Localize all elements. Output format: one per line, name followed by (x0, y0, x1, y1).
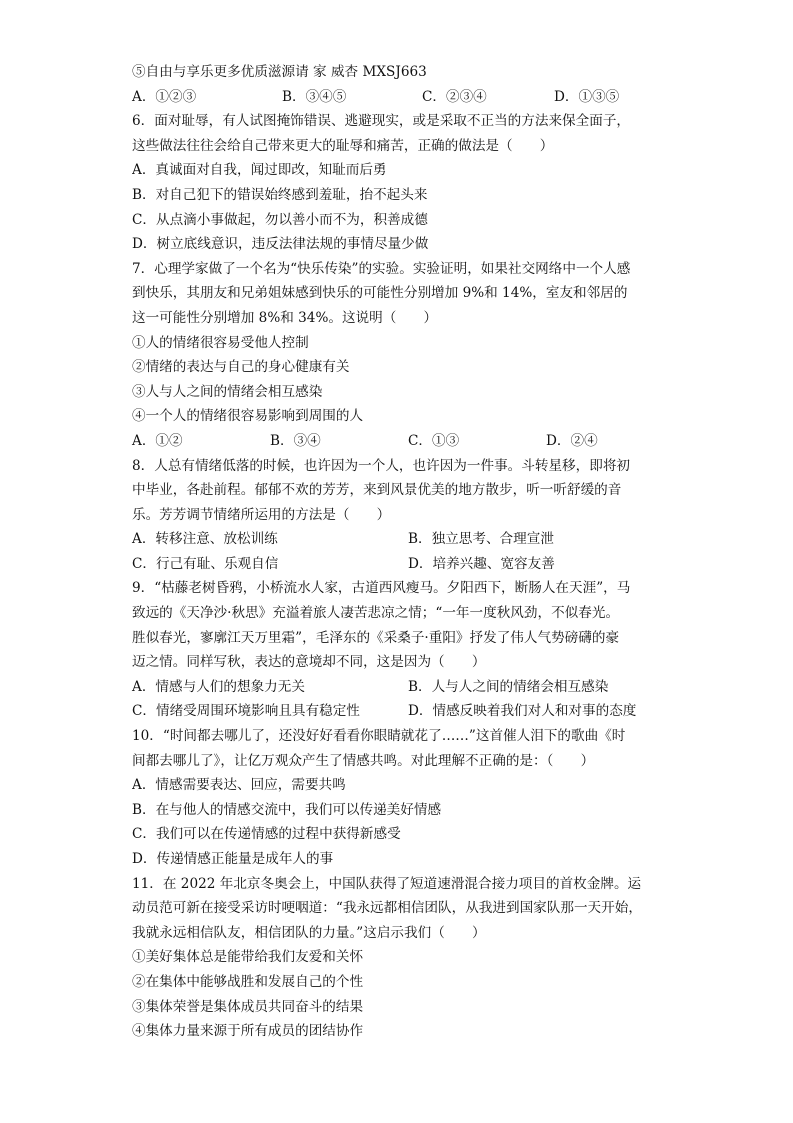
q8-stem-line-1: 8．人总有情绪低落的时候，也许因为一个人，也许因为一件事。斗转星移，即将初 (132, 457, 631, 474)
q8-option-a[interactable]: A．转移注意、放松训练 (132, 531, 278, 548)
q8-options-row-1 (132, 527, 692, 552)
q7-options (132, 429, 692, 454)
q9-option-a[interactable]: A．情感与人们的想象力无关 (132, 678, 305, 695)
q7-option-a[interactable]: A．①② (132, 432, 183, 449)
q6-stem-line-2: 这些做法往往会给自己带来更大的耻辱和痛苦，正确的做法是（ ） (132, 137, 554, 154)
q5-option-c[interactable]: C．②③④ (422, 88, 487, 105)
q9-stem-line-4: 迈之情。同样写秋，表达的意境却不同，这是因为（ ） (132, 654, 486, 671)
q7-stem-line-3: 这一可能性分别增加 8%和 34%。这说明（ ） (132, 309, 438, 326)
q9-stem-line-1: 9．“枯藤老树昏鸦，小桥流水人家，古道西风瘦马。夕阳西下，断肠人在天涯”，马 (132, 580, 631, 597)
q10-stem-line-1: 10．“时间都去哪儿了，还没好好看看你眼睛就花了……”这首催人泪下的歌曲《时 (132, 728, 626, 745)
q11-stem-line-3: 我就永远相信队友，相信团队的力量。”这启示我们（ ） (132, 924, 486, 941)
q8-stem-line-2: 中毕业，各赴前程。郁郁不欢的芳芳，来到风景优美的地方散步，听一听舒缓的音 (132, 482, 622, 499)
q5-option-d[interactable]: D．①③⑤ (554, 88, 620, 105)
q7-item-4: ④一个人的情绪很容易影响到周围的人 (132, 408, 364, 425)
q6-option-b[interactable]: B．对自己犯下的错误始终感到羞耻，抬不起头来 (132, 186, 428, 203)
q7-option-c[interactable]: C．①③ (408, 432, 460, 449)
q5-option-a[interactable]: A．①②③ (132, 88, 197, 105)
q11-stem-line-1: 11．在 2022 年北京冬奥会上，中国队获得了短道速滑混合接力项目的首枚金牌。运 (132, 875, 642, 892)
q8-stem-line-3: 乐。芳芳调节情绪所运用的方法是（ ） (132, 506, 391, 523)
q5-item-5: ⑤自由与享乐更多优质滋源请 家 威杏 MXSJ663 (132, 64, 427, 80)
q5-options (132, 85, 692, 110)
q8-option-c[interactable]: C．行己有耻、乐观自信 (132, 555, 279, 572)
q11-item-1: ①美好集体总是能带给我们友爱和关怀 (132, 949, 364, 966)
q7-item-3: ③人与人之间的情绪会相互感染 (132, 383, 323, 400)
q9-stem-line-2: 致远的《天净沙·秋思》充溢着旅人凄苦悲凉之情；“一年一度秋风劲，不似春光。 (132, 605, 620, 622)
q9-options-row-2 (132, 699, 692, 724)
q7-option-b[interactable]: B．③④ (270, 432, 321, 449)
q8-option-d[interactable]: D．培养兴趣、宽容友善 (408, 555, 555, 572)
q7-stem-line-2: 到快乐，其朋友和兄弟姐妹感到快乐的可能性分别增加 9%和 14%，室友和邻居的 (132, 285, 628, 302)
q10-option-b[interactable]: B．在与他人的情感交流中，我们可以传递美好情感 (132, 801, 442, 818)
q8-option-b[interactable]: B．独立思考、合理宣泄 (408, 531, 554, 548)
q6-stem-line-1: 6．面对耻辱，有人试图掩饰错误、逃避现实，或是采取不正当的方法来保全面子， (132, 113, 631, 130)
q9-option-c[interactable]: C．情绪受周围环境影响且具有稳定性 (132, 703, 360, 720)
q6-option-c[interactable]: C．从点滴小事做起，勿以善小而不为，积善成德 (132, 211, 428, 228)
q9-options-row-1 (132, 675, 692, 700)
q11-item-3: ③集体荣誉是集体成员共同奋斗的结果 (132, 998, 364, 1015)
q10-stem-line-2: 间都去哪儿了》，让亿万观众产生了情感共鸣。对此理解不正确的是：（ ） (132, 752, 595, 769)
q5-option-b[interactable]: B．③④⑤ (282, 88, 347, 105)
q11-stem-line-2: 动员范可新在接受采访时哽咽道：“我永远都相信团队，从我进到国家队那一天开始， (132, 900, 642, 917)
q9-option-b[interactable]: B．人与人之间的情绪会相互感染 (408, 678, 609, 695)
q10-option-d[interactable]: D．传递情感正能量是成年人的事 (132, 851, 334, 867)
q7-stem-line-1: 7．心理学家做了一个名为“快乐传染”的实验。实验证明，如果社交网络中一个人感 (132, 260, 631, 277)
q7-item-2: ②情绪的表达与自己的身心健康有关 (132, 359, 350, 376)
q6-option-a[interactable]: A．真诚面对自我，闻过即改，知耻而后勇 (132, 162, 387, 179)
q8-options-row-2 (132, 552, 692, 577)
q6-option-d[interactable]: D．树立底线意识，违反法律法规的事情尽量少做 (132, 236, 429, 253)
q11-item-2: ②在集体中能够战胜和发展自己的个性 (132, 973, 364, 990)
q7-option-d[interactable]: D．②④ (546, 432, 598, 449)
q9-stem-line-3: 胜似春光，寥廓江天万里霜”，毛泽东的《采桑子·重阳》抒发了伟人气势磅礴的豪 (132, 629, 620, 646)
question-content (132, 60, 692, 1044)
q10-option-c[interactable]: C．我们可以在传递情感的过程中获得新感受 (132, 826, 401, 843)
q7-item-1: ①人的情绪很容易受他人控制 (132, 334, 309, 351)
q9-option-d[interactable]: D．情感反映着我们对人和对事的态度 (408, 703, 637, 720)
q11-item-4: ④集体力量来源于所有成员的团结协作 (132, 1023, 364, 1040)
q10-option-a[interactable]: A．情感需要表达、回应，需要共鸣 (132, 777, 346, 794)
